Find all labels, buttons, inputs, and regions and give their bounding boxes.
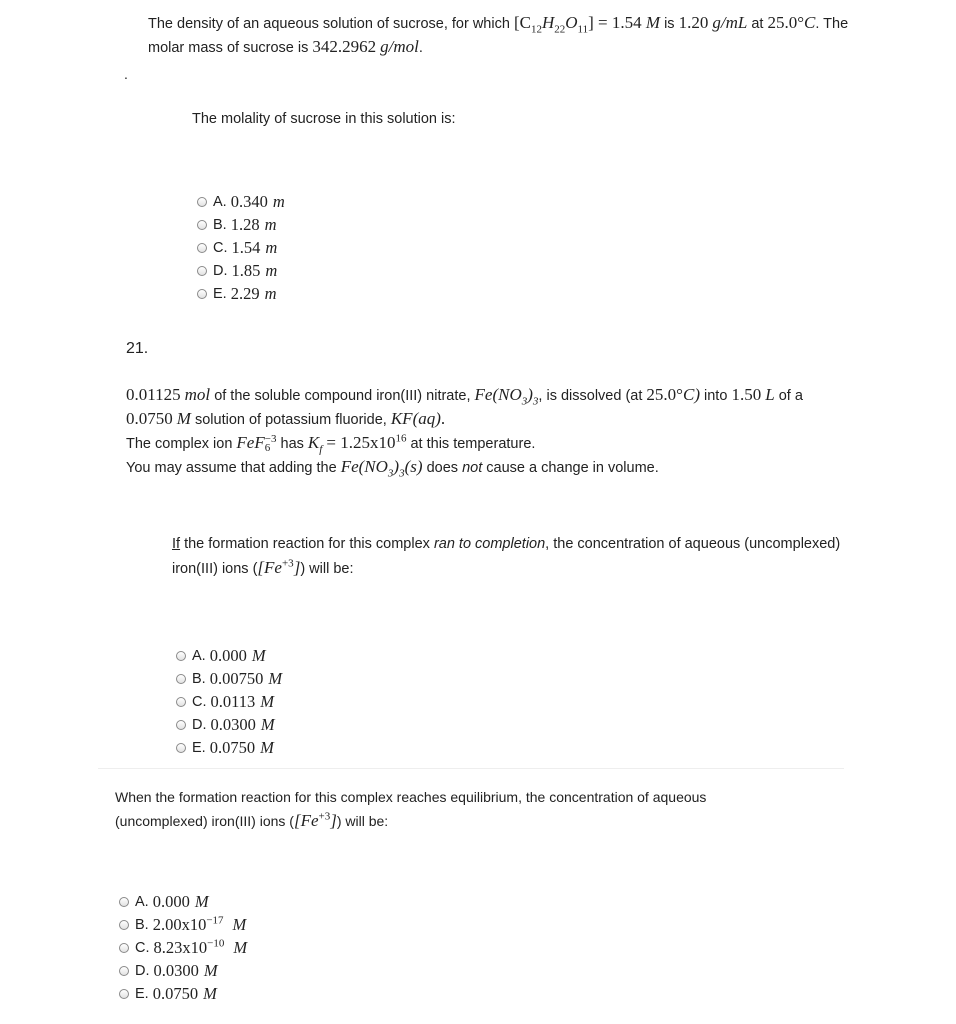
part-b-question-line1: When the formation reaction for this complex reaches equilibrium, the concentration of aqueous	[115, 789, 707, 805]
radio-button[interactable]	[176, 651, 186, 661]
radio-button[interactable]	[119, 966, 129, 976]
problem21-stem-line3: The complex ion FeF −3 6 has $K_f = 1.25x10^{16}$ at this temperature.	[126, 432, 536, 456]
radio-button[interactable]	[119, 897, 129, 907]
radio-button[interactable]	[176, 743, 186, 753]
option-d[interactable]: D. 1.85 m	[197, 259, 285, 282]
option-c[interactable]: C. $8.23x10^{-10}$ M	[119, 936, 247, 959]
problem21-stem-line2: 0.0750 M solution of potassium fluoride, KF(aq).	[126, 409, 446, 428]
radio-button[interactable]	[197, 266, 207, 276]
stray-dot: .	[124, 66, 128, 82]
problem20-options	[197, 190, 285, 305]
option-e[interactable]: E. 2.29 m	[197, 282, 285, 305]
option-c[interactable]: C. 0.0113 M	[176, 690, 282, 713]
radio-button[interactable]	[176, 674, 186, 684]
radio-button[interactable]	[197, 220, 207, 230]
radio-button[interactable]	[119, 989, 129, 999]
option-e[interactable]: E. 0.0750 M	[119, 982, 247, 1005]
radio-button[interactable]	[197, 197, 207, 207]
option-e[interactable]: E. 0.0750 M	[176, 736, 282, 759]
problem21-stem-line4: You may assume that adding the $Fe(NO_3)_3(s)$ does not cause a change in volume.	[126, 457, 659, 480]
part-a-question-line2: iron(III) ions $([Fe^{+3}])$ will be:	[172, 557, 354, 577]
problem20-stem-line1: The density of an aqueous solution of sucrose, for which $[C_{12}H_{22}O_{11}] = 1.54$ M is 1.20 g/mL at 25.0°C. The	[148, 13, 849, 36]
option-b[interactable]: B. 0.00750 M	[176, 667, 282, 690]
section-divider	[98, 768, 844, 769]
part-a-options	[176, 644, 282, 759]
option-d[interactable]: D. 0.0300 M	[176, 713, 282, 736]
problem21-stem-line1: 0.01125 mol of the soluble compound iron(III) nitrate, $Fe(NO_3)_3$, is dissolved (at 25.0°C) into 1.50 L of a	[126, 385, 803, 408]
radio-button[interactable]	[197, 289, 207, 299]
part-a-question-line1: If the formation reaction for this complex ran to completion, the concentration of aqueous (uncomplexed)	[172, 536, 841, 552]
radio-button[interactable]	[119, 943, 129, 953]
option-b[interactable]: B. $2.00x10^{-17}$ M	[119, 913, 247, 936]
part-b-question-line2: (uncomplexed) iron(III) ions $([Fe^{+3}])$ will be:	[115, 810, 389, 830]
problem20-question: The molality of sucrose in this solution is:	[192, 111, 456, 127]
part-b-options	[119, 890, 247, 1005]
option-a[interactable]: A. 0.000 M	[176, 644, 282, 667]
radio-button[interactable]	[197, 243, 207, 253]
option-c[interactable]: C. 1.54 m	[197, 236, 285, 259]
option-a[interactable]: A. 0.340 m	[197, 190, 285, 213]
option-a[interactable]: A. 0.000 M	[119, 890, 247, 913]
question-number: 21.	[126, 340, 149, 357]
radio-button[interactable]	[176, 697, 186, 707]
option-d[interactable]: D. 0.0300 M	[119, 959, 247, 982]
option-b[interactable]: B. 1.28 m	[197, 213, 285, 236]
problem20-stem-line2: molar mass of sucrose is 342.2962 g/mol.	[148, 37, 423, 56]
radio-button[interactable]	[176, 720, 186, 730]
radio-button[interactable]	[119, 920, 129, 930]
